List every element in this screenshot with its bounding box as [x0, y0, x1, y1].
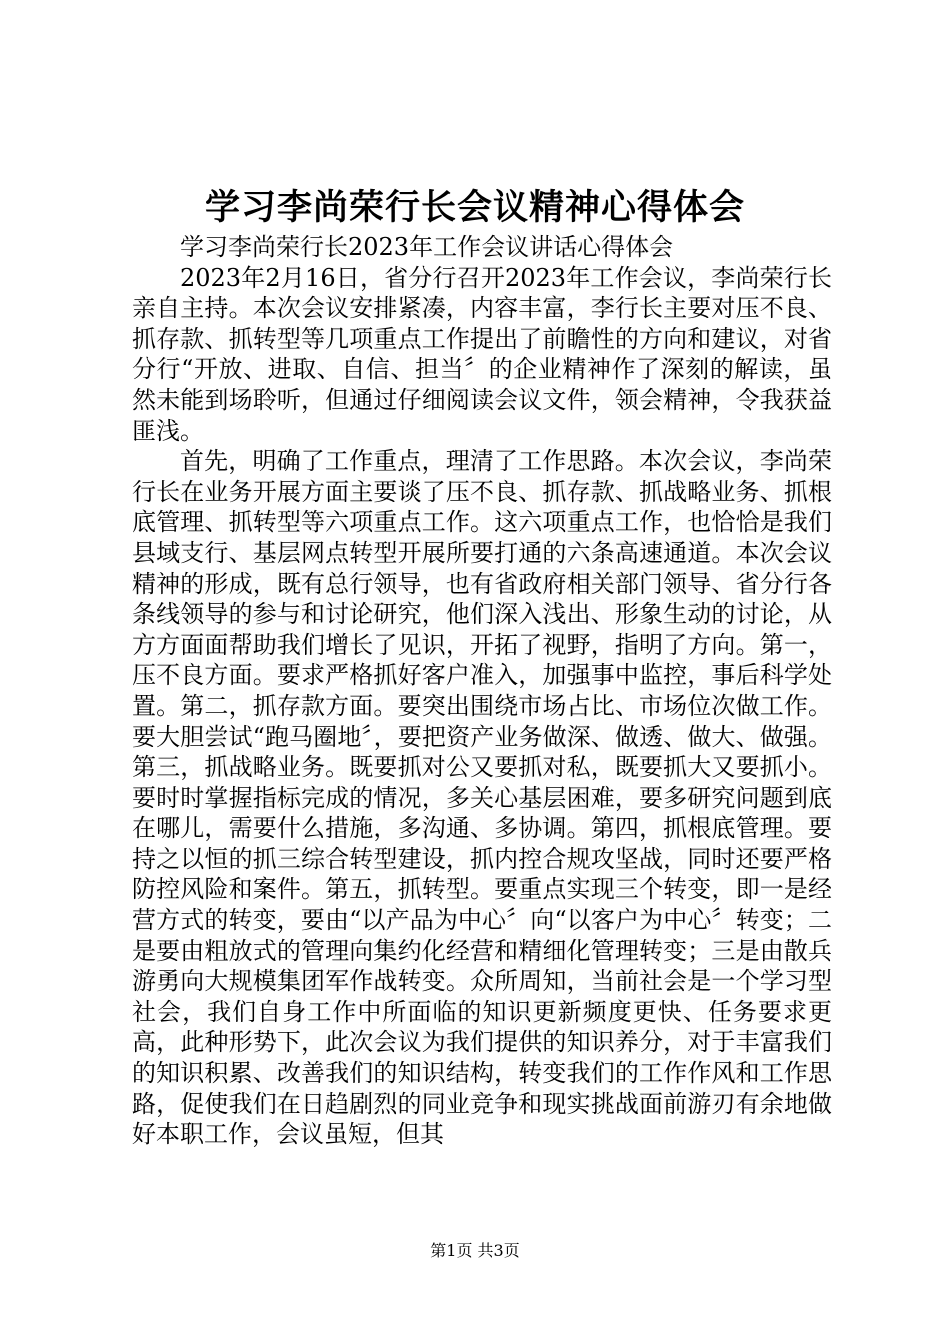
page-number: 第1页 共3页 [430, 1241, 520, 1260]
document-body [132, 232, 832, 1150]
body-paragraph: 2023年2月16日，省分行召开2023年工作会议，李尚荣行长亲自主持。本次会议安排紧凑，内容丰富，李行长主要对压不良、抓存款、抓转型等几项重点工作提出了前瞻性的方向和建议，对省分行“开放、进取、自信、担当〞的企业精神作了深刻的解读，虽然未能到场聆听，但通过仔细阅读会议文件，领会精神，令我获益匪浅。 [132, 263, 832, 445]
subtitle-paragraph: 学习李尚荣行长2023年工作会议讲话心得体会 [180, 233, 674, 261]
document-title: 学习李尚荣行长会议精神心得体会 [204, 187, 745, 228]
body-paragraph: 首先，明确了工作重点，理清了工作思路。本次会议，李尚荣行长在业务开展方面主要谈了压不良、抓存款、抓战略业务、抓根底管理、抓转型等六项重点工作。这六项重点工作，也恰恰是我们县域支行、基层网点转型开展所要打通的六条高速通道。本次会议精神的形成，既有总行领导，也有省政府相关部门领导、省分行各条线领导的参与和讨论研究，他们深入浅出、形象生动的讨论，从方方面面帮助我们增长了见识，开拓了视野，指明了方向。第一，压不良方面。要求严格抓好客户准入，加强事中监控，事后科学处置。第二，抓存款方面。要突出围绕市场占比、市场位次做工作。要大胆尝试“跑马圈地〞，要把资产业务做深、做透、做大、做强。第三，抓战略业务。既要抓对公又要抓对私，既要抓大又要抓小。要时时掌握指标完成的情况，多关心基层困难，要多研究问题到底在哪儿，需要什么措施，多沟通、多协调。第四，抓根底管理。要持之以恒的抓三综合转型建设，抓内控合规攻坚战，同时还要严格防控风险和案件。第五，抓转型。要重点实现三个转变，即一是经营方式的转变，要由“以产品为中心〞向“以客户为中心〞转变；二是要由粗放式的管理向集约化经营和精细化管理转变；三是由散兵游勇向大规模集团军作战转变。众所周知，当前社会是一个学习型社会，我们自身工作中所面临的知识更新频度更快、任务要求更高，此种形势下，此次会议为我们提供的知识养分，对于丰富我们的知识积累、改善我们的知识结构，转变我们的工作作风和工作思路，促使我们在日趋剧烈的同业竞争和现实挑战面前游刃有余地做好本职工作，会议虽短，但其 [132, 447, 832, 1149]
